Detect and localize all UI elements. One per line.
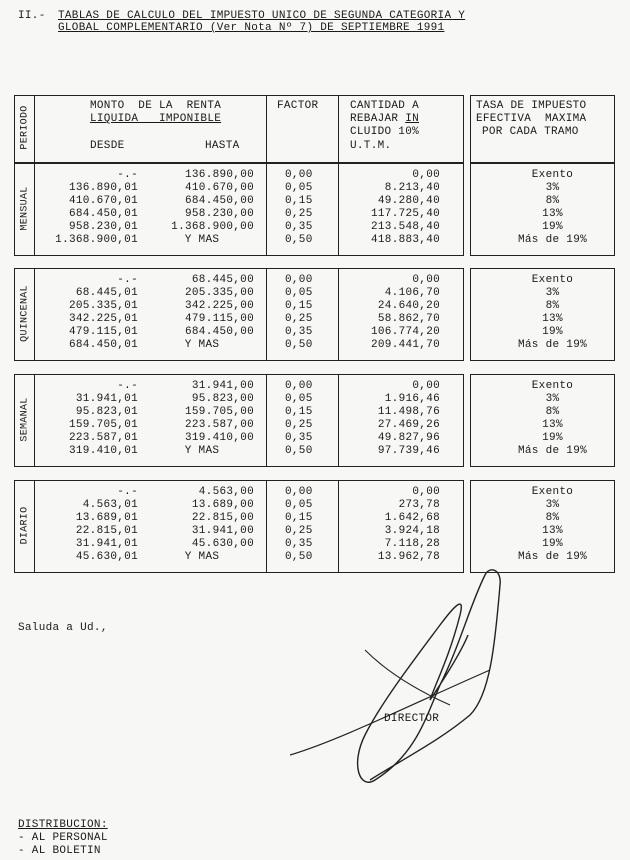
distribution-heading: DISTRIBUCION: xyxy=(18,819,108,831)
cell-tasa: 19% xyxy=(542,326,563,338)
cell-factor: 0,00 xyxy=(285,274,313,286)
cell-tasa: 13% xyxy=(542,208,563,220)
cell-cantidad: 11.498,76 xyxy=(377,406,440,418)
cell-hasta: Y MAS xyxy=(184,551,220,563)
cell-tasa: Más de 19% xyxy=(517,445,587,457)
cell-tasa: 3% xyxy=(545,287,560,299)
cell-hasta: 31.941,00 xyxy=(191,380,254,392)
cell-hasta: 31.941,00 xyxy=(191,525,254,537)
cell-factor: 0,50 xyxy=(285,445,313,457)
cell-desde: 31.941,01 xyxy=(75,393,138,405)
cell-factor: 0,35 xyxy=(285,326,313,338)
cell-desde: 410.670,01 xyxy=(68,195,138,207)
cell-hasta: 684.450,00 xyxy=(184,326,254,338)
cell-hasta: 205.335,00 xyxy=(184,287,254,299)
header-factor: FACTOR xyxy=(277,100,319,112)
period-divider xyxy=(34,374,35,467)
cell-desde: 684.450,01 xyxy=(68,339,138,351)
cell-desde: 342.225,01 xyxy=(68,313,138,325)
cell-cantidad: 213.548,40 xyxy=(370,221,440,233)
cell-tasa: 3% xyxy=(545,393,560,405)
cell-cantidad: 13.962,78 xyxy=(377,551,440,563)
cell-desde: 13.689,01 xyxy=(75,512,138,524)
cell-factor: 0,00 xyxy=(285,380,313,392)
cell-hasta: Y MAS xyxy=(184,445,220,457)
cell-desde: 159.705,01 xyxy=(68,419,138,431)
cell-desde: -.- xyxy=(117,274,138,286)
header-cantidad-line-1: CANTIDAD A xyxy=(350,100,420,112)
cell-cantidad: 0,00 xyxy=(412,486,440,498)
cell-tasa: Exento xyxy=(531,169,574,181)
cell-desde: 68.445,01 xyxy=(75,287,138,299)
period-label: SEMANAL xyxy=(19,396,31,442)
cell-desde: -.- xyxy=(117,486,138,498)
cell-factor: 0,05 xyxy=(285,393,313,405)
cell-tasa: 8% xyxy=(545,406,560,418)
cell-desde: 45.630,01 xyxy=(75,551,138,563)
cell-hasta: 159.705,00 xyxy=(184,406,254,418)
cell-desde: 958.230,01 xyxy=(68,221,138,233)
cell-cantidad: 0,00 xyxy=(412,380,440,392)
cell-tasa: 13% xyxy=(542,525,563,537)
cell-cantidad: 273,78 xyxy=(398,499,440,511)
cell-cantidad: 4.106,70 xyxy=(384,287,440,299)
cell-tasa: Más de 19% xyxy=(517,234,587,246)
cell-desde: 1.368.900,01 xyxy=(55,234,138,246)
cell-hasta: 684.450,00 xyxy=(184,195,254,207)
cell-factor: 0,50 xyxy=(285,234,313,246)
cell-desde: 4.563,01 xyxy=(82,499,138,511)
cell-desde: 479.115,01 xyxy=(68,326,138,338)
cell-factor: 0,50 xyxy=(285,339,313,351)
cell-hasta: Y MAS xyxy=(184,234,220,246)
cell-desde: 223.587,01 xyxy=(68,432,138,444)
header-monto-line-1: MONTO DE LA RENTA xyxy=(90,100,222,112)
cell-tasa: 19% xyxy=(542,432,563,444)
cell-hasta: 479.115,00 xyxy=(184,313,254,325)
cell-cantidad: 7.118,28 xyxy=(384,538,440,550)
cell-cantidad: 0,00 xyxy=(412,274,440,286)
cell-tasa: 13% xyxy=(542,419,563,431)
header-periodo: PERIODO xyxy=(19,105,31,150)
cell-hasta: 95.823,00 xyxy=(191,393,254,405)
header-cantidad-line-3: CLUIDO 10% xyxy=(350,126,420,138)
column-divider xyxy=(338,268,339,361)
cell-factor: 0,05 xyxy=(285,287,313,299)
cell-hasta: 958.230,00 xyxy=(184,208,254,220)
period-label: MENSUAL xyxy=(19,185,31,231)
column-divider xyxy=(338,480,339,573)
cell-hasta: Y MAS xyxy=(184,339,220,351)
cell-tasa: 8% xyxy=(545,195,560,207)
closing-text: Saluda a Ud., xyxy=(18,622,108,634)
title-line-2: GLOBAL COMPLEMENTARIO (Ver Nota Nº 7) DE SEPTIEMBRE 1991 xyxy=(58,22,445,34)
column-divider xyxy=(266,374,267,467)
period-divider xyxy=(34,480,35,573)
cell-cantidad: 1.642,68 xyxy=(384,512,440,524)
column-divider xyxy=(266,163,267,256)
cell-cantidad: 209.441,70 xyxy=(370,339,440,351)
column-divider xyxy=(338,163,339,256)
cell-desde: 95.823,01 xyxy=(75,406,138,418)
cell-hasta: 68.445,00 xyxy=(191,274,254,286)
cell-tasa: 3% xyxy=(545,182,560,194)
cell-factor: 0,35 xyxy=(285,432,313,444)
cell-factor: 0,15 xyxy=(285,406,313,418)
column-divider xyxy=(266,268,267,361)
cell-cantidad: 418.883,40 xyxy=(370,234,440,246)
period-label: DIARIO xyxy=(19,506,31,544)
title-line-1: TABLAS DE CALCULO DEL IMPUESTO UNICO DE SEGUNDA CATEGORIA Y xyxy=(58,10,466,22)
cell-factor: 0,15 xyxy=(285,300,313,312)
column-divider xyxy=(266,95,267,163)
cell-cantidad: 8.213,40 xyxy=(384,182,440,194)
column-divider xyxy=(338,374,339,467)
cell-factor: 0,25 xyxy=(285,525,313,537)
cell-factor: 0,00 xyxy=(285,486,313,498)
cell-cantidad: 1.916,46 xyxy=(384,393,440,405)
cell-tasa: Exento xyxy=(531,486,574,498)
cell-hasta: 410.670,00 xyxy=(184,182,254,194)
cell-factor: 0,25 xyxy=(285,208,313,220)
title-prefix: II.- xyxy=(18,10,46,22)
cell-cantidad: 24.640,20 xyxy=(377,300,440,312)
cell-desde: 319.410,01 xyxy=(68,445,138,457)
cell-factor: 0,25 xyxy=(285,313,313,325)
cell-tasa: 8% xyxy=(545,300,560,312)
cell-desde: 136.890,01 xyxy=(68,182,138,194)
cell-factor: 0,25 xyxy=(285,419,313,431)
cell-factor: 0,15 xyxy=(285,512,313,524)
cell-desde: -.- xyxy=(117,169,138,181)
cell-factor: 0,15 xyxy=(285,195,313,207)
cell-tasa: 19% xyxy=(542,221,563,233)
cell-factor: 0,50 xyxy=(285,551,313,563)
cell-tasa: Más de 19% xyxy=(517,551,587,563)
cell-desde: 31.941,01 xyxy=(75,538,138,550)
cell-cantidad: 3.924,18 xyxy=(384,525,440,537)
cell-hasta: 319.410,00 xyxy=(184,432,254,444)
cell-tasa: Exento xyxy=(531,274,574,286)
cell-cantidad: 49.827,96 xyxy=(377,432,440,444)
cell-tasa: Exento xyxy=(531,380,574,392)
cell-tasa: Más de 19% xyxy=(517,339,587,351)
cell-hasta: 13.689,00 xyxy=(191,499,254,511)
header-monto-line-2: LIQUIDA IMPONIBLE xyxy=(90,113,222,125)
cell-tasa: 3% xyxy=(545,499,560,511)
cell-desde: 22.815,01 xyxy=(75,525,138,537)
signatory-title: DIRECTOR xyxy=(384,713,440,725)
period-label: QUINCENAL xyxy=(19,284,31,342)
header-tasa-line-3: POR CADA TRAMO xyxy=(482,126,579,138)
distribution-item: - AL PERSONAL xyxy=(18,832,108,844)
cell-hasta: 1.368.900,00 xyxy=(171,221,254,233)
cell-tasa: 8% xyxy=(545,512,560,524)
signature xyxy=(290,565,520,795)
cell-cantidad: 0,00 xyxy=(412,169,440,181)
cell-hasta: 22.815,00 xyxy=(191,512,254,524)
header-desde: DESDE xyxy=(90,140,125,152)
cell-desde: 205.335,01 xyxy=(68,300,138,312)
cell-factor: 0,00 xyxy=(285,169,313,181)
column-divider xyxy=(338,95,339,163)
cell-hasta: 45.630,00 xyxy=(191,538,254,550)
cell-factor: 0,05 xyxy=(285,182,313,194)
cell-cantidad: 106.774,20 xyxy=(370,326,440,338)
distribution-item: - AL BOLETIN xyxy=(18,845,101,857)
cell-cantidad: 27.469,26 xyxy=(377,419,440,431)
header-cantidad-line-2: REBAJAR IN xyxy=(350,113,420,125)
cell-factor: 0,35 xyxy=(285,538,313,550)
column-divider xyxy=(266,480,267,573)
cell-cantidad: 97.739,46 xyxy=(377,445,440,457)
cell-hasta: 4.563,00 xyxy=(198,486,254,498)
cell-cantidad: 58.862,70 xyxy=(377,313,440,325)
cell-tasa: 19% xyxy=(542,538,563,550)
cell-factor: 0,35 xyxy=(285,221,313,233)
cell-desde: 684.450,01 xyxy=(68,208,138,220)
cell-cantidad: 49.280,40 xyxy=(377,195,440,207)
cell-hasta: 136.890,00 xyxy=(184,169,254,181)
cell-tasa: 13% xyxy=(542,313,563,325)
header-tasa-line-2: EFECTIVA MAXIMA xyxy=(476,113,587,125)
cell-hasta: 223.587,00 xyxy=(184,419,254,431)
cell-cantidad: 117.725,40 xyxy=(370,208,440,220)
cell-desde: -.- xyxy=(117,380,138,392)
cell-factor: 0,05 xyxy=(285,499,313,511)
header-cantidad-line-4: U.T.M. xyxy=(350,140,392,152)
period-divider xyxy=(34,268,35,361)
header-hasta: HASTA xyxy=(205,140,240,152)
cell-hasta: 342.225,00 xyxy=(184,300,254,312)
header-tasa-line-1: TASA DE IMPUESTO xyxy=(476,100,587,112)
period-divider xyxy=(34,163,35,256)
